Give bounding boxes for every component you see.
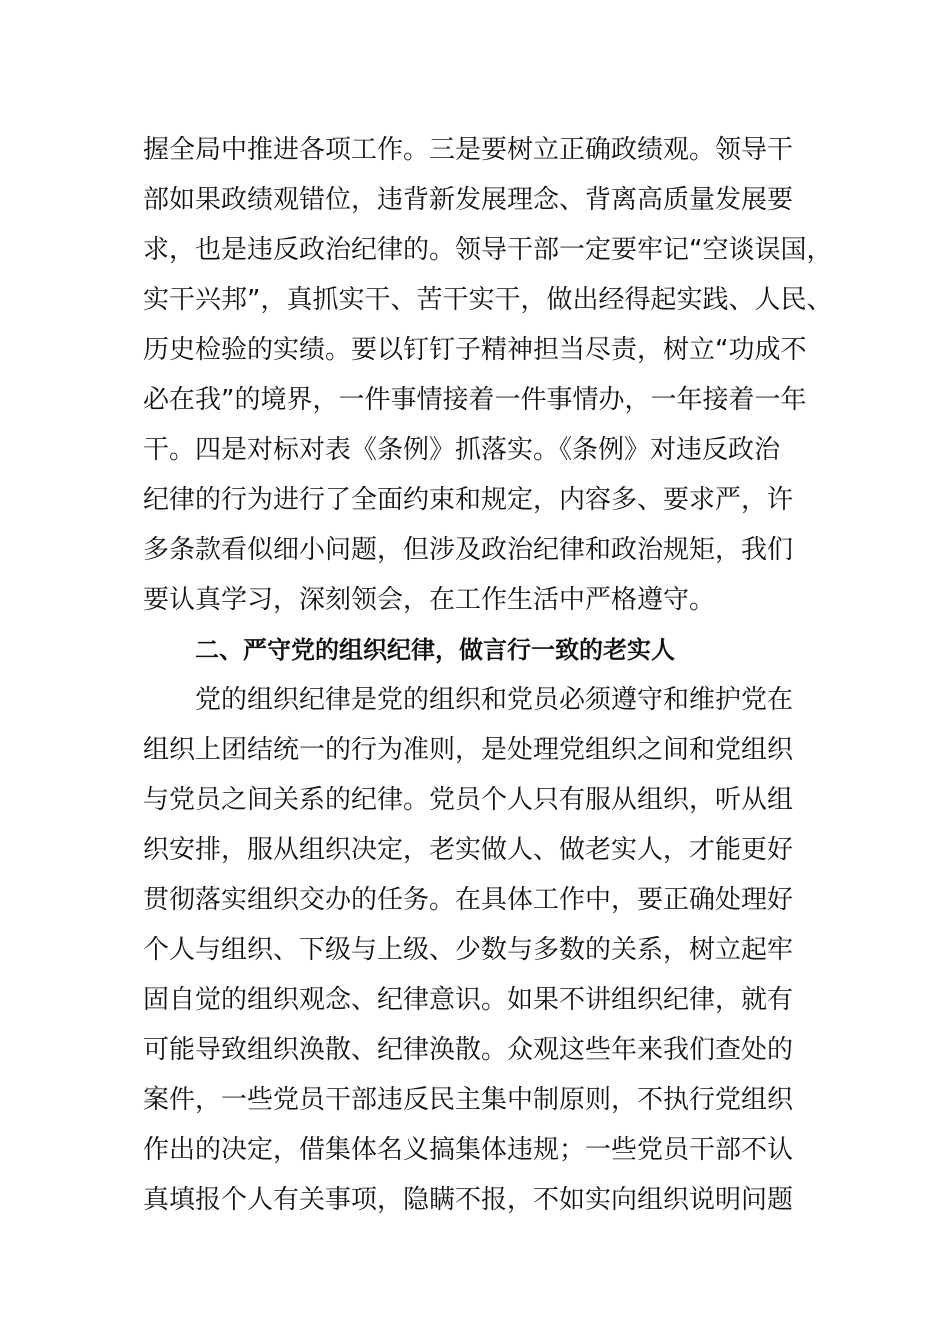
body-line: 可能导致组织涣散、纪律涣散。众观这些年来我们查处的 xyxy=(143,1035,794,1065)
body-line: 作出的决定，借集体名义搞集体违规；一些党员干部不认 xyxy=(143,1135,794,1165)
body-line: 干。四是对标对表《条例》抓落实。《条例》对违反政治 xyxy=(143,435,781,465)
body-line: 多条款看似细小问题，但涉及政治纪律和政治规矩，我们 xyxy=(143,535,794,565)
body-line: 个人与组织、下级与上级、少数与多数的关系，树立起牢 xyxy=(143,935,794,965)
body-line: 与党员之间关系的纪律。党员个人只有服从组织，听从组 xyxy=(143,785,794,815)
body-line: 历史检验的实绩。要以钉钉子精神担当尽责，树立“功成不 xyxy=(143,335,807,365)
body-line: 必在我”的境界，一件事情接着一件事情办，一年接着一年 xyxy=(143,385,807,415)
section-heading: 二、严守党的组织纪律，做言行一致的老实人 xyxy=(195,636,675,664)
body-line: 实干兴邦”，真抓实干、苦干实干，做出经得起实践、人民、 xyxy=(143,285,833,315)
body-line: 案件，一些党员干部违反民主集中制原则，不执行党组织 xyxy=(143,1085,794,1115)
paragraph-first-line: 党的组织纪律是党的组织和党员必须遵守和维护党在 xyxy=(195,685,794,715)
body-line: 要认真学习，深刻领会，在工作生活中严格遵守。 xyxy=(143,585,716,615)
body-line: 固自觉的组织观念、纪律意识。如果不讲组织纪律，就有 xyxy=(143,985,794,1015)
body-line: 求，也是违反政治纪律的。领导干部一定要牢记“空谈误国， xyxy=(143,235,833,265)
body-line: 贯彻落实组织交办的任务。在具体工作中，要正确处理好 xyxy=(143,885,794,915)
body-line: 真填报个人有关事项，隐瞒不报，不如实向组织说明问题 xyxy=(143,1185,794,1215)
body-line: 握全局中推进各项工作。三是要树立正确政绩观。领导干 xyxy=(143,135,794,165)
body-line: 部如果政绩观错位，违背新发展理念、背离高质量发展要 xyxy=(143,185,794,215)
body-line: 纪律的行为进行了全面约束和规定，内容多、要求严，许 xyxy=(143,485,794,515)
body-line: 组织上团结统一的行为准则，是处理党组织之间和党组织 xyxy=(143,735,794,765)
body-line: 织安排，服从组织决定，老实做人、做老实人，才能更好 xyxy=(143,835,794,865)
